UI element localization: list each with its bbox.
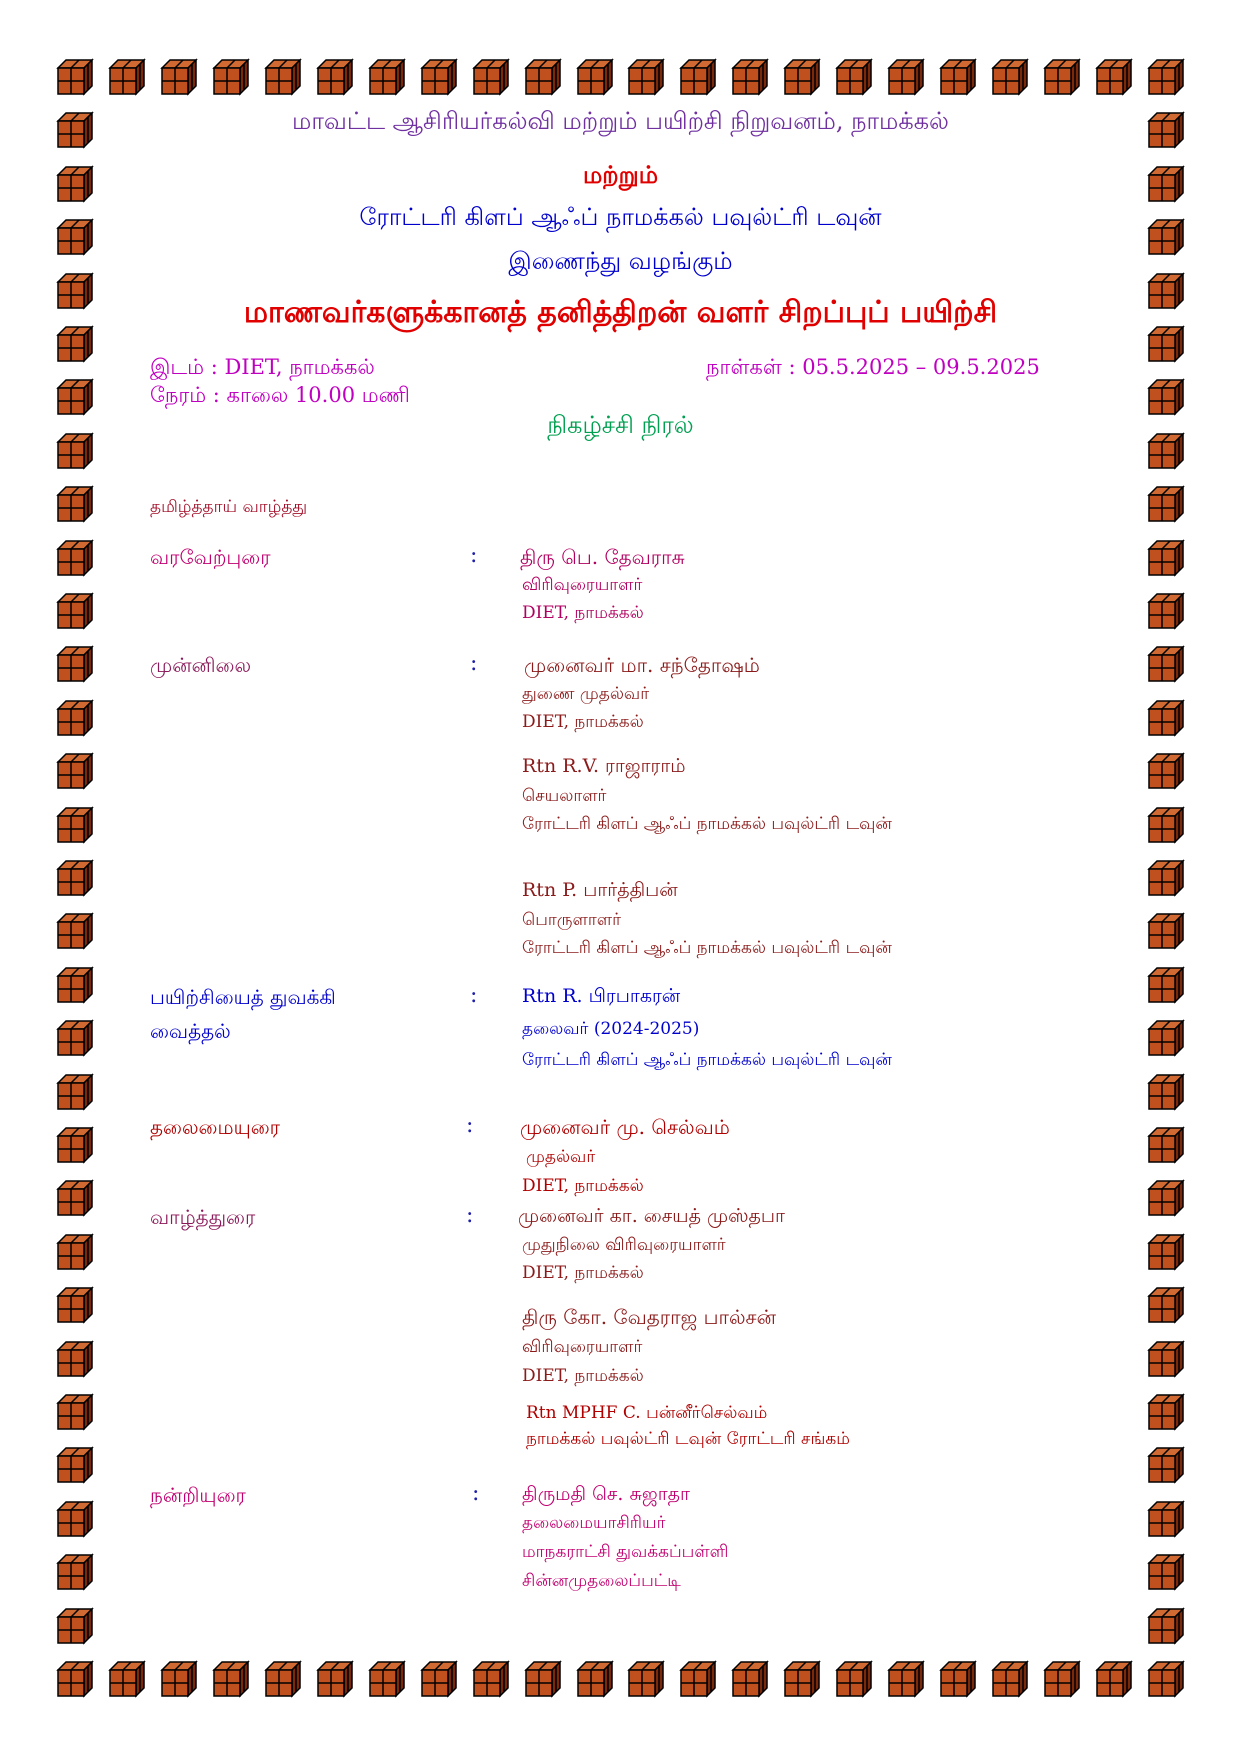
header-rotary-club: ரோட்டரி கிளப் ஆஃப் நாமக்கல் பவுல்ட்ரி டவுன் [359,203,882,231]
felicitation3-name: Rtn MPHF C. பன்னீர்செல்வம் [526,1403,768,1423]
thanks-org1: மாநகராட்சி துவக்கப்பள்ளி [522,1542,729,1562]
felicitation2-name: திரு கோ. வேதராஜ பால்சன் [522,1305,777,1329]
header-presents: இணைந்து வழங்கும் [508,247,733,275]
welcome-label: வரவேற்புரை [150,545,271,569]
presidential-role: முதல்வர் [526,1147,596,1167]
presence1-org: DIET, நாமக்கல் [522,712,644,732]
welcome-name: திரு பெ. தேவராசு [520,545,685,569]
presence-colon: : [470,651,478,676]
presidential-org: DIET, நாமக்கல் [522,1176,644,1196]
presence3-org: ரோட்டரி கிளப் ஆஃப் நாமக்கல் பவுல்ட்ரி டவுன் [522,938,892,958]
header-conjunction: மற்றும் [582,160,659,189]
thanks-role: தலைமையாசிரியர் [522,1513,666,1533]
presence1-name: முனைவர் மா. சந்தோஷம் [524,653,760,677]
felicitation1-name: முனைவர் கா. சையத் முஸ்தபா [518,1205,785,1227]
thanks-name: திருமதி செ. சுஜாதா [522,1483,690,1505]
felicitation1-role: முதுநிலை விரிவுரையாளர் [522,1235,726,1255]
welcome-org: DIET, நாமக்கல் [522,603,644,623]
presidential-name: முனைவர் மு. செல்வம் [520,1115,730,1139]
presence2-org: ரோட்டரி கிளப் ஆஃப் நாமக்கல் பவுல்ட்ரி டவுன் [522,814,892,834]
presidential-label: தலைமையுரை [150,1115,280,1139]
thanks-org2: சின்னமுதலைப்பட்டி [522,1571,681,1591]
felicitation-colon: : [466,1203,474,1228]
invocation-label: தமிழ்த்தாய் வாழ்த்து [150,497,308,517]
presence-label: முன்னிலை [150,653,252,677]
welcome-colon: : [470,543,478,568]
presence2-role: செயலாளர் [522,786,607,806]
felicitation1-org: DIET, நாமக்கல் [522,1263,644,1283]
inauguration-role: தலைவர் (2024-2025) [522,1019,700,1039]
presence1-role: துணை முதல்வர் [522,684,650,704]
inauguration-label-line2: வைத்தல் [150,1019,231,1043]
schedule-title: நிகழ்ச்சி நிரல் [547,411,694,439]
felicitation3-org: நாமக்கல் பவுல்ட்ரி டவுன் ரோட்டரி சங்கம் [526,1429,850,1449]
inauguration-colon: : [470,983,478,1008]
inauguration-label-line1: பயிற்சியைத் துவக்கி [150,985,336,1009]
felicitation-label: வாழ்த்துரை [150,1205,256,1229]
presence3-role: பொருளாளர் [522,910,621,930]
felicitation2-org: DIET, நாமக்கல் [522,1366,644,1386]
welcome-role: விரிவுரையாளர் [522,575,643,595]
page-title: மாணவர்களுக்கானத் தனித்திறன் வளர் சிறப்புப் பயிற்சி [243,295,998,330]
presence3-name: Rtn P. பார்த்திபன் [522,879,678,901]
inauguration-name: Rtn R. பிரபாகரன் [522,985,681,1007]
time-text: நேரம் : காலை 10.00 மணி [150,383,410,407]
header-institution: மாவட்ட ஆசிரியர்கல்வி மற்றும் பயிற்சி நிறுவனம், நாமக்கல் [292,107,949,135]
dates-text: நாள்கள் : 05.5.2025 – 09.5.2025 [706,355,1040,379]
presence2-name: Rtn R.V. ராஜாராம் [522,755,686,777]
thanks-colon: : [472,1481,480,1506]
inauguration-org: ரோட்டரி கிளப் ஆஃப் நாமக்கல் பவுல்ட்ரி டவுன் [522,1050,892,1070]
felicitation2-role: விரிவுரையாளர் [522,1337,643,1357]
thanks-label: நன்றியுரை [150,1483,246,1507]
presidential-colon: : [466,1113,474,1138]
venue-text: இடம் : DIET, நாமக்கல் [150,355,375,379]
